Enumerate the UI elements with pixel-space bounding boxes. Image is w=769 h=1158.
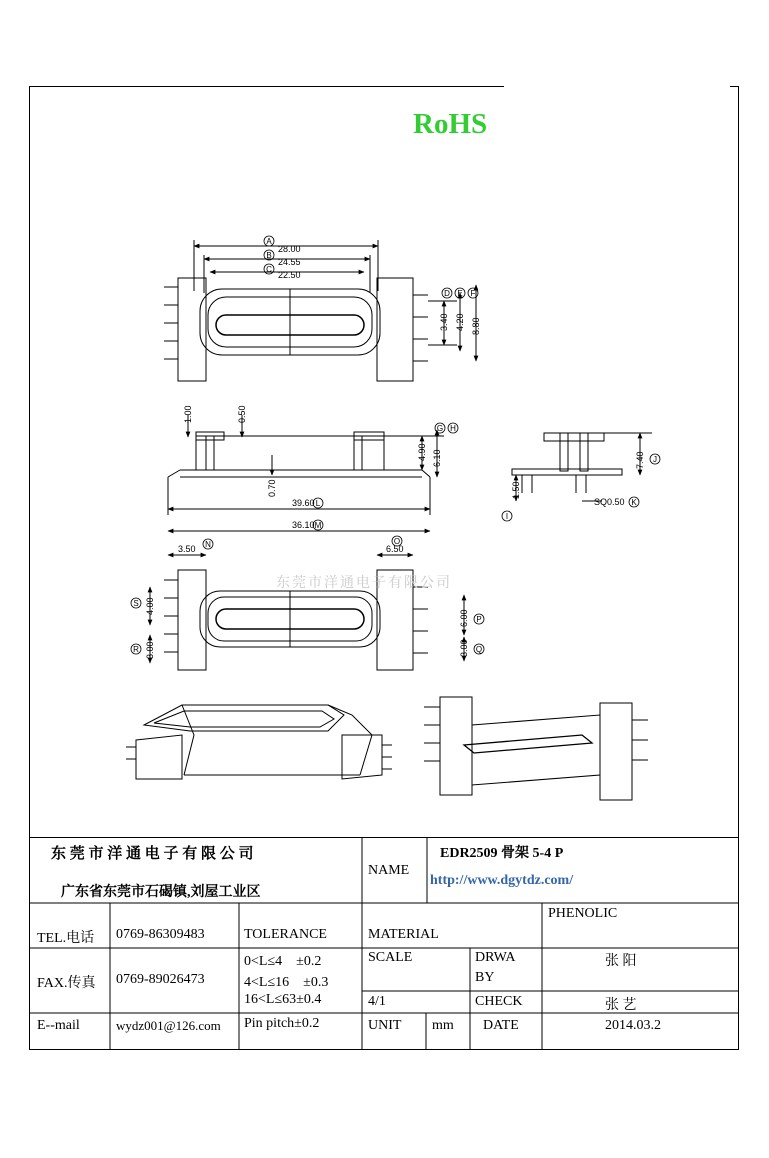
- material-label: MATERIAL: [368, 927, 439, 942]
- tolerance-row-1: 0<L≤4 ±0.2: [244, 954, 322, 969]
- marker-P: P: [476, 615, 482, 624]
- rohs-label: RoHS: [413, 108, 488, 140]
- dim-J-value: 7.40: [635, 451, 645, 469]
- marker-B: B: [266, 251, 272, 260]
- dim-A-value: 28.00: [278, 244, 301, 254]
- marker-Q: Q: [475, 645, 483, 654]
- marker-A: A: [266, 237, 272, 246]
- email-label: E--mail: [37, 1018, 80, 1033]
- dim-O-value: 6.50: [386, 544, 404, 554]
- dim-P-value: 6.00: [459, 609, 469, 627]
- dim-gap-value: 0.70: [267, 479, 277, 497]
- name-label: NAME: [368, 863, 410, 878]
- fax-value: 0769-89026473: [116, 972, 205, 987]
- marker-N: N: [205, 540, 211, 549]
- dim-G-value: 4.90: [417, 443, 427, 461]
- marker-O: O: [393, 537, 401, 546]
- marker-F: F: [470, 289, 476, 298]
- marker-E: E: [457, 289, 463, 298]
- dim-M-value: 36.10: [292, 520, 315, 530]
- isometric-view-right: [424, 697, 648, 800]
- isometric-view-left: [126, 705, 392, 779]
- watermark-text: 东莞市洋通电子有限公司: [276, 575, 452, 591]
- marker-I: I: [505, 512, 509, 521]
- dim-H-value: 6.10: [432, 449, 442, 467]
- bottom-view: [150, 531, 464, 670]
- dim-D-value: 3.40: [439, 313, 449, 331]
- dim-side-2-value: 0.50: [237, 405, 247, 423]
- fax-label: FAX.传真: [37, 976, 96, 991]
- marker-D: D: [444, 289, 450, 298]
- marker-H: H: [450, 424, 456, 433]
- dim-C-value: 22.50: [278, 270, 301, 280]
- dim-side-1-value: 1.00: [183, 405, 193, 423]
- email-value: wydz001@126.com: [116, 1018, 221, 1033]
- end-view: [512, 433, 652, 501]
- technical-drawing: [92, 175, 680, 833]
- tolerance-row-2: 4<L≤16 ±0.3: [244, 975, 329, 990]
- scale-value: 4/1: [368, 994, 386, 1009]
- dim-R-value: 3.00: [145, 641, 155, 659]
- drawn-by-label-line2: BY: [475, 970, 495, 985]
- marker-G: G: [436, 424, 444, 433]
- marker-K: K: [631, 498, 637, 507]
- tolerance-row-4: Pin pitch±0.2: [244, 1016, 320, 1031]
- dim-L-value: 39.60: [292, 498, 315, 508]
- dim-B-value: 24.55: [278, 257, 301, 267]
- tel-label: TEL.电话: [37, 931, 95, 946]
- marker-R: R: [133, 645, 139, 654]
- dim-Q-value: 3.00: [459, 639, 469, 657]
- marker-M: M: [314, 521, 322, 530]
- check-label: CHECK: [475, 994, 523, 1009]
- dim-F-value: 8.80: [471, 317, 481, 335]
- title-block: [29, 837, 739, 1050]
- website-link[interactable]: http://www.dgytdz.com/: [430, 873, 574, 888]
- tolerance-row-3: 16<L≤63±0.4: [244, 992, 322, 1007]
- dim-S-value: 4.00: [145, 597, 155, 615]
- scale-label: SCALE: [368, 950, 413, 965]
- part-name: EDR2509 骨架 5-4 P: [440, 846, 564, 861]
- unit-label: UNIT: [368, 1018, 402, 1033]
- date-label: DATE: [483, 1018, 519, 1033]
- tolerance-label: TOLERANCE: [244, 927, 327, 942]
- marker-C: C: [266, 265, 272, 274]
- marker-S: S: [133, 599, 139, 608]
- date-value: 2014.03.2: [605, 1018, 661, 1033]
- top-view: [164, 240, 476, 381]
- company-name: 东 莞 市 洋 通 电 子 有 限 公 司: [51, 846, 254, 862]
- dim-I-value: 1.50: [511, 481, 521, 499]
- dim-E-value: 4.20: [455, 313, 465, 331]
- dim-K-value: SQ0.50: [594, 497, 625, 507]
- drawn-by-value: 张 阳: [605, 954, 637, 969]
- company-address: 广东省东莞市石碣镇,刘屋工业区: [61, 885, 261, 900]
- marker-J: J: [653, 455, 657, 464]
- tel-value: 0769-86309483: [116, 927, 205, 942]
- check-value: 张 艺: [605, 998, 637, 1013]
- dim-N-value: 3.50: [178, 544, 196, 554]
- drawn-by-label-line1: DRWA: [475, 950, 516, 965]
- unit-value: mm: [432, 1018, 454, 1033]
- material-value: PHENOLIC: [548, 906, 618, 921]
- marker-L: L: [315, 499, 321, 508]
